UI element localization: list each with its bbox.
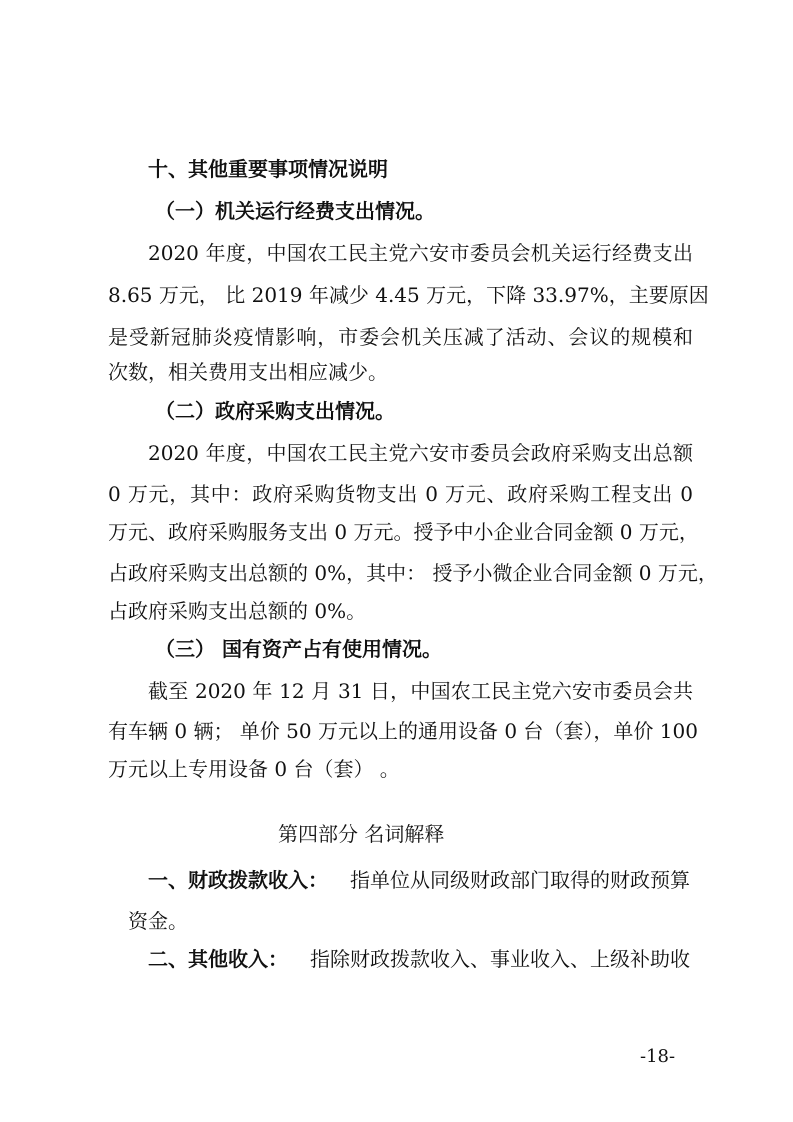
term-2-label: 二、其他收入： xyxy=(148,947,288,971)
paragraph-1-line-4: 次数，相关费用支出相应减少。 xyxy=(108,360,388,384)
term-1-label: 一、财政拨款收入： xyxy=(148,868,328,892)
term-1-definition-line-2: 资金。 xyxy=(128,909,188,933)
paragraph-2-line-3: 万元、政府采购服务支出 0 万元。授予中小企业合同金额 0 万元， xyxy=(108,520,699,544)
paragraph-3-line-3: 万元以上专用设备 0 台（套） 。 xyxy=(108,757,400,781)
section-10-title: 十、其他重要事项情况说明 xyxy=(148,157,388,181)
page-number: -18- xyxy=(640,1046,676,1067)
paragraph-2-line-1: 2020 年度，中国农工民主党六安市委员会政府采购支出总额 xyxy=(148,441,693,465)
term-1-definition-line-1: 指单位从同级财政部门取得的财政预算 xyxy=(350,868,690,892)
term-2-definition-line-1: 指除财政拨款收入、事业收入、上级补助收 xyxy=(310,947,690,971)
paragraph-1-line-2: 8.65 万元， 比 2019 年减少 4.45 万元，下降 33.97%，主要原因 xyxy=(108,283,709,307)
subsection-3-title: （三） 国有资产占有使用情况。 xyxy=(155,637,442,661)
paragraph-2-line-2: 0 万元，其中：政府采购货物支出 0 万元、政府采购工程支出 0 xyxy=(108,482,693,506)
paragraph-3-line-2: 有车辆 0 辆； 单价 50 万元以上的通用设备 0 台（套），单价 100 xyxy=(108,719,698,743)
paragraph-3-line-1: 截至 2020 年 12 月 31 日，中国农工民主党六安市委员会共 xyxy=(148,679,693,703)
subsection-1-title: （一）机关运行经费支出情况。 xyxy=(155,199,435,223)
part-4-title: 第四部分 名词解释 xyxy=(278,822,445,846)
paragraph-2-line-5: 占政府采购支出总额的 0%。 xyxy=(108,599,367,623)
paragraph-2-line-4: 占政府采购支出总额的 0%，其中： 授予小微企业合同金额 0 万元， xyxy=(108,561,718,585)
subsection-2-title: （二）政府采购支出情况。 xyxy=(155,399,395,423)
paragraph-1-line-1: 2020 年度，中国农工民主党六安市委员会机关运行经费支出 xyxy=(148,241,693,265)
paragraph-1-line-3: 是受新冠肺炎疫情影响，市委会机关压减了活动、会议的规模和 xyxy=(108,325,693,349)
